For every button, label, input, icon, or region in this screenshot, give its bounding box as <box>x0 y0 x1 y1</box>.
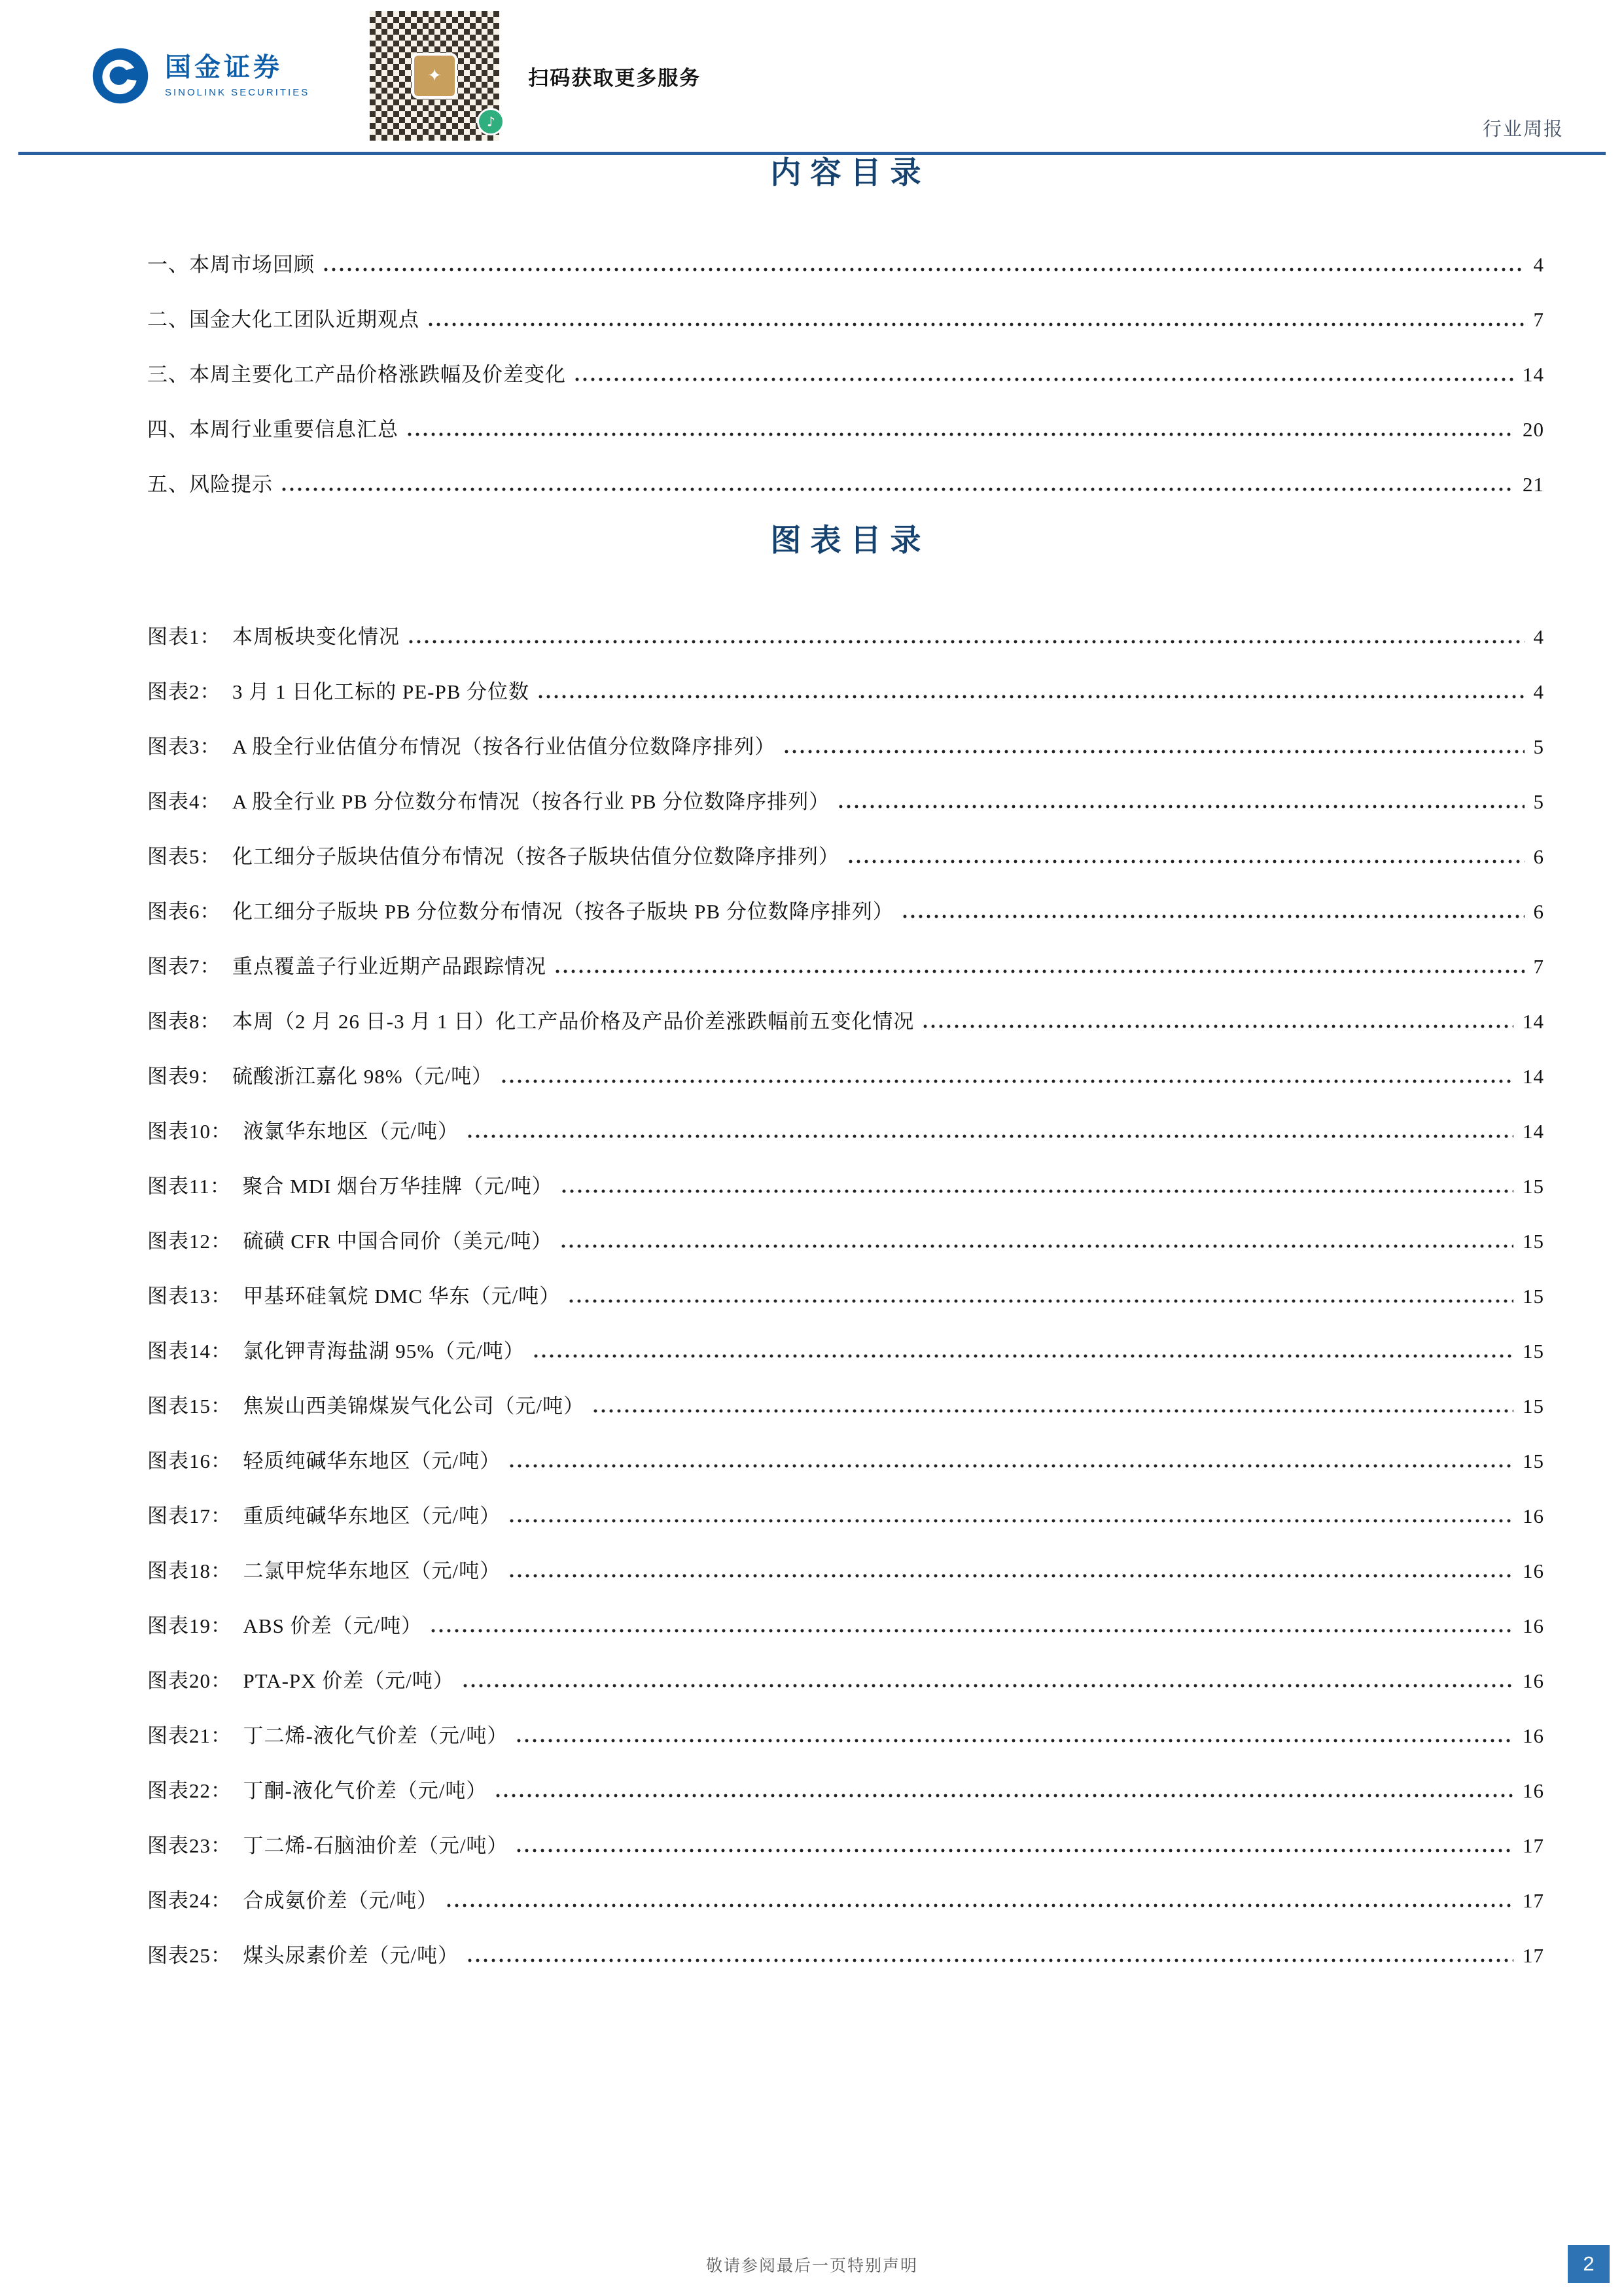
dot-leader <box>849 860 1525 863</box>
figure-entry-page: 16 <box>1523 1724 1544 1747</box>
figure-entry[interactable] <box>147 730 1544 785</box>
brand-name-cn: 国金证券 <box>165 52 283 82</box>
qr-caption: 扫码获取更多服务 <box>528 66 701 90</box>
dot-leader <box>839 805 1524 809</box>
figure-entry[interactable] <box>147 1334 1544 1389</box>
figure-entry-page: 16 <box>1523 1669 1544 1692</box>
content-area <box>0 155 1624 1994</box>
figure-entry[interactable] <box>147 1664 1544 1719</box>
figure-entry-page: 4 <box>1533 680 1544 703</box>
dot-leader <box>282 487 1513 491</box>
toc-entry-label: 三、本周主要化工产品价格涨跌幅及价差变化 <box>147 363 566 387</box>
dot-leader <box>463 1684 1513 1688</box>
figure-entry[interactable] <box>147 1609 1544 1664</box>
figure-entry-page: 14 <box>1523 1064 1544 1088</box>
qr-corner-badge-icon: ♪ <box>477 108 504 135</box>
figure-entry[interactable] <box>147 1005 1544 1060</box>
figure-entry[interactable] <box>147 1389 1544 1444</box>
qr-center-emblem-icon: ✦ <box>412 53 457 99</box>
figure-entry-label: 图表4： A 股全行业 PB 分位数分布情况（按各行业 PB 分位数降序排列） <box>147 790 830 813</box>
dot-leader <box>517 1739 1513 1743</box>
figure-entry-label: 图表14： 氯化钾青海盐湖 95%（元/吨） <box>147 1339 525 1363</box>
figure-entry-label: 图表21： 丁二烯-液化气价差（元/吨） <box>147 1724 508 1747</box>
figure-entry-label: 图表5： 化工细分子版块估值分布情况（按各子版块估值分位数降序排列） <box>147 844 839 868</box>
figure-entry-page: 15 <box>1523 1284 1544 1308</box>
sinolink-logo-icon <box>92 47 149 105</box>
dot-leader <box>431 1629 1513 1633</box>
figure-entry-page: 15 <box>1523 1174 1544 1198</box>
figure-entry-page: 15 <box>1523 1394 1544 1418</box>
toc-entry-label: 五、风险提示 <box>147 473 273 496</box>
dot-leader <box>510 1519 1513 1523</box>
figure-entry-label: 图表18： 二氯甲烷华东地区（元/吨） <box>147 1559 501 1582</box>
dot-leader <box>510 1464 1513 1468</box>
dot-leader <box>556 969 1525 973</box>
toc-entry-page: 7 <box>1533 308 1544 332</box>
toc-entry[interactable] <box>147 358 1544 413</box>
brand-name-en: SINOLINK SECURITIES <box>165 86 310 98</box>
toc-entry-page: 14 <box>1523 363 1544 387</box>
figure-entry-label: 图表20： PTA-PX 价差（元/吨） <box>147 1669 454 1692</box>
figure-entry[interactable] <box>147 1499 1544 1554</box>
figure-entry-label: 图表15： 焦炭山西美锦煤炭气化公司（元/吨） <box>147 1394 585 1418</box>
dot-leader <box>562 1189 1513 1193</box>
figure-entry-page: 5 <box>1533 735 1544 758</box>
figure-entry-page: 4 <box>1533 625 1544 648</box>
figure-entry-page: 16 <box>1523 1614 1544 1637</box>
figure-entry-page: 14 <box>1523 1119 1544 1143</box>
figure-entry-label: 图表17： 重质纯碱华东地区（元/吨） <box>147 1504 501 1527</box>
dot-leader <box>496 1794 1513 1798</box>
figure-entry[interactable] <box>147 895 1544 950</box>
figure-entry-page: 14 <box>1523 1009 1544 1033</box>
figure-entry[interactable] <box>147 1170 1544 1225</box>
figure-entry[interactable] <box>147 1719 1544 1774</box>
figure-entry-page: 5 <box>1533 790 1544 813</box>
page-number-badge: 2 <box>1568 2245 1610 2283</box>
figure-entry[interactable] <box>147 1279 1544 1334</box>
toc-entry-page: 4 <box>1533 253 1544 277</box>
figure-entry[interactable] <box>147 1225 1544 1279</box>
figure-entry-label: 图表7： 重点覆盖子行业近期产品跟踪情况 <box>147 954 546 978</box>
dot-leader <box>468 1958 1513 1962</box>
figure-entry[interactable] <box>147 950 1544 1005</box>
dot-leader <box>593 1409 1513 1413</box>
figure-entry-label: 图表12： 硫磺 CFR 中国合同价（美元/吨） <box>147 1229 553 1253</box>
figure-entry[interactable] <box>147 620 1544 675</box>
page-header <box>0 0 1624 152</box>
toc-entry-page: 20 <box>1523 418 1544 442</box>
figure-entry[interactable] <box>147 1939 1544 1994</box>
toc-entry-label: 一、本周市场回顾 <box>147 253 315 277</box>
figure-entry-page: 6 <box>1533 899 1544 923</box>
figure-entry-label: 图表6： 化工细分子版块 PB 分位数分布情况（按各子版块 PB 分位数降序排列） <box>147 899 894 923</box>
figure-entry[interactable] <box>147 1060 1544 1115</box>
figure-entry[interactable] <box>147 1554 1544 1609</box>
figure-entry-label: 图表11： 聚合 MDI 烟台万华挂牌（元/吨） <box>147 1174 553 1198</box>
toc-entry[interactable] <box>147 248 1544 303</box>
dot-leader <box>538 695 1524 699</box>
figure-entry-label: 图表2： 3 月 1 日化工标的 PE-PB 分位数 <box>147 680 530 703</box>
figures-title: 图表目录 <box>770 524 930 559</box>
toc-entry-label: 二、国金大化工团队近期观点 <box>147 308 419 332</box>
figure-entry[interactable] <box>147 785 1544 840</box>
figure-entry[interactable] <box>147 1829 1544 1884</box>
brand-logo <box>92 47 309 105</box>
dot-leader <box>534 1354 1513 1358</box>
toc-entry[interactable] <box>147 413 1544 468</box>
qr-code-icon <box>370 11 499 141</box>
figure-entry-label: 图表13： 甲基环硅氧烷 DMC 华东（元/吨） <box>147 1284 561 1308</box>
figure-entry-label: 图表22： 丁酮-液化气价差（元/吨） <box>147 1779 487 1802</box>
figure-entry-page: 16 <box>1523 1559 1544 1582</box>
figure-entry-page: 17 <box>1523 1834 1544 1857</box>
dot-leader <box>903 914 1525 918</box>
dot-leader <box>468 1134 1513 1138</box>
dot-leader <box>409 640 1525 644</box>
dot-leader <box>569 1299 1513 1303</box>
figure-entry-label: 图表1： 本周板块变化情况 <box>147 625 400 648</box>
figure-entry-label: 图表16： 轻质纯碱华东地区（元/吨） <box>147 1449 501 1472</box>
dot-leader <box>408 432 1513 436</box>
dot-leader <box>510 1574 1513 1578</box>
report-type-label: 行业周报 <box>1482 119 1564 140</box>
dot-leader <box>502 1079 1513 1083</box>
brand-text <box>165 54 309 98</box>
figure-entry-label: 图表3： A 股全行业估值分布情况（按各行业估值分位数降序排列） <box>147 735 776 758</box>
toc-entry-label: 四、本周行业重要信息汇总 <box>147 418 398 442</box>
figure-entry-label: 图表23： 丁二烯-石脑油价差（元/吨） <box>147 1834 508 1857</box>
figure-entry[interactable] <box>147 1884 1544 1939</box>
figure-entry-label: 图表8： 本周（2 月 26 日-3 月 1 日）化工产品价格及产品价差涨跌幅前五变化情况 <box>147 1009 915 1033</box>
figure-entry[interactable] <box>147 840 1544 895</box>
dot-leader <box>561 1244 1513 1248</box>
dot-leader <box>575 377 1513 381</box>
dot-leader <box>923 1024 1513 1028</box>
toc-list <box>147 248 1544 523</box>
dot-leader <box>429 322 1525 326</box>
figure-entry-label: 图表24： 合成氨价差（元/吨） <box>147 1888 438 1912</box>
figure-entry-page: 17 <box>1523 1888 1544 1912</box>
figure-entry-label: 图表9： 硫酸浙江嘉化 98%（元/吨） <box>147 1064 493 1088</box>
figure-entry-page: 6 <box>1533 844 1544 868</box>
figure-entry-label: 图表25： 煤头尿素价差（元/吨） <box>147 1943 459 1967</box>
figure-entry-page: 17 <box>1523 1943 1544 1967</box>
figure-entry[interactable] <box>147 1774 1544 1829</box>
dot-leader <box>517 1849 1513 1852</box>
toc-entry-page: 21 <box>1523 473 1544 496</box>
toc-title: 内容目录 <box>770 156 930 190</box>
figure-entry-label: 图表19： ABS 价差（元/吨） <box>147 1614 423 1637</box>
dot-leader <box>785 750 1524 754</box>
figure-entry-label: 图表10： 液氯华东地区（元/吨） <box>147 1119 459 1143</box>
qr-section <box>370 11 701 141</box>
figure-entry[interactable] <box>147 1444 1544 1499</box>
figure-entry-page: 15 <box>1523 1229 1544 1253</box>
figure-entry-page: 16 <box>1523 1779 1544 1802</box>
toc-entry[interactable] <box>147 303 1544 358</box>
page-footer <box>0 2233 1624 2296</box>
figure-entry[interactable] <box>147 675 1544 730</box>
figure-entry-page: 15 <box>1523 1339 1544 1363</box>
figure-entry-page: 15 <box>1523 1449 1544 1472</box>
dot-leader <box>447 1904 1513 1907</box>
figure-entry[interactable] <box>147 1115 1544 1170</box>
toc-entry[interactable] <box>147 468 1544 523</box>
figure-entry-page: 7 <box>1533 954 1544 978</box>
figure-entry-page: 16 <box>1523 1504 1544 1527</box>
footer-disclaimer: 敬请参阅最后一页特别声明 <box>705 2257 918 2275</box>
figures-list <box>147 620 1544 1994</box>
dot-leader <box>324 268 1525 271</box>
